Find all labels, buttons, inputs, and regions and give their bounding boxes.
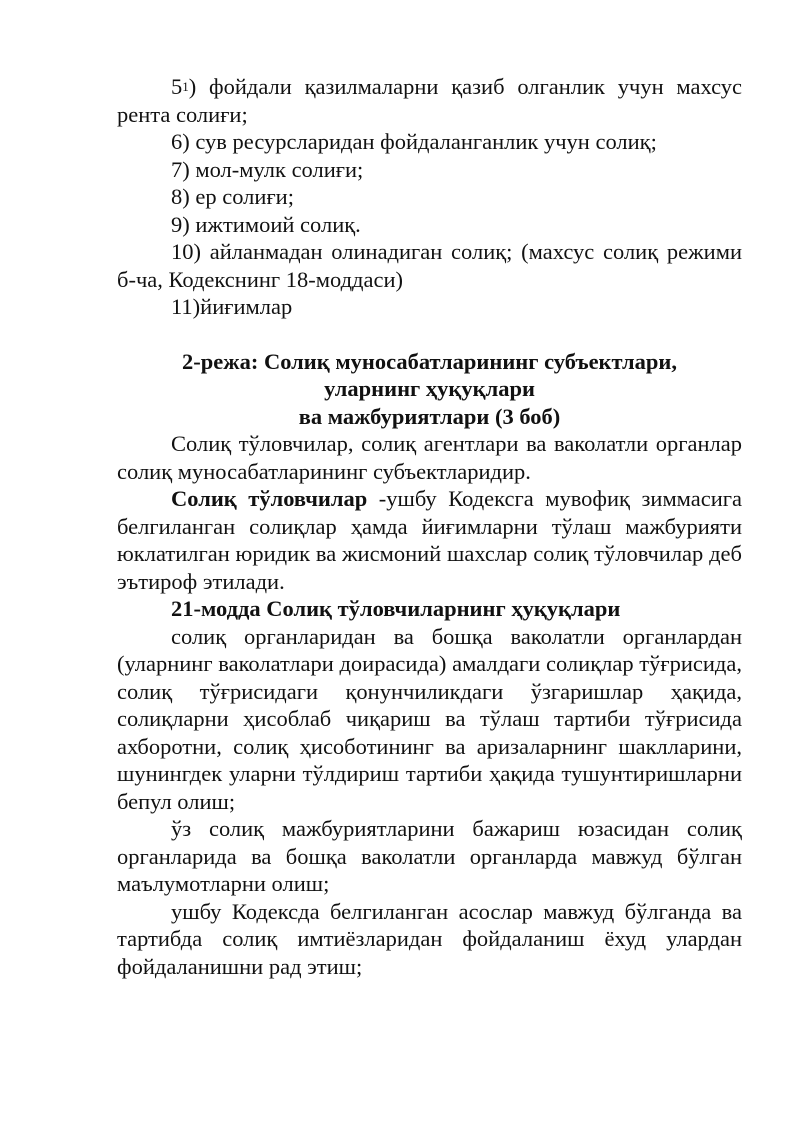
- document-body: [117, 73, 742, 980]
- section-heading-line-1: 2-режа: Солиқ муносабатларининг субъектлари,: [182, 348, 677, 374]
- list-item-7: 7) мол-мулк солиғи;: [171, 156, 364, 182]
- article-right-1: солиқ органларидан ва бошқа ваколатли органлардан (уларнинг ваколатлари доирасида) амалдаги солиқлар тўғрисида, солиқ тўғрисидаги қонунчиликдаги ўзгаришлар ҳақида, солиқларни ҳисоблаб чиқариш ва тўлаш тартиби тўғрисида ахборотни, солиқ ҳисоботининг ва аризаларнинг шаклларини, шунингдек уларни тўлдириш тартиби ҳақида тушунтиришларни бепул олиш;: [117, 623, 742, 814]
- article-right-3: ушбу Кодексда белгиланган асослар мавжуд бўлганда ва тартибда солиқ имтиёзларидан фойдаланиш ёхуд улардан фойдаланишни рад этиш;: [117, 898, 742, 979]
- list-item-5-1-number: 5: [171, 74, 183, 99]
- taxpayers-definition: -ушбу Кодексга мувофиқ зиммасига белгиланган солиқлар ҳамда йиғимларни тўлаш мажбурияти юклатилган юридик ва жисмоний шахслар солиқ тўловчилар деб эътироф этилади.: [117, 486, 742, 594]
- article-21-title: 21-модда Солиқ тўловчиларнинг ҳуқуқлари: [171, 596, 621, 621]
- list-item-5-1: [117, 73, 742, 128]
- list-item-10: 10) айланмадан олинадиган солиқ; (махсус солиқ режими б-ча, Кодекснинг 18-моддаси): [117, 239, 742, 292]
- list-item-8: 8) ер солиғи;: [171, 184, 294, 209]
- article-right-2: ўз солиқ мажбуриятларини бажариш юзасидан солиқ органларида ва бошқа ваколатли органларда мавжуд бўлган маълумотларни олиш;: [117, 816, 742, 896]
- list-item-5-1-text: ) фойдали қазилмаларни қазиб олганлик учун махсус рента солиғи;: [117, 74, 742, 127]
- list-item-5-1-superscript: 1: [182, 79, 189, 94]
- section-heading-line-2: уларнинг ҳуқуқлари: [324, 376, 535, 401]
- paragraph-taxpayers: [117, 485, 742, 595]
- list-item-11: 11)йиғимлар: [171, 294, 293, 319]
- list-item-6: 6) сув ресурсларидан фойдаланганлик учун солиқ;: [171, 129, 657, 154]
- taxpayers-term: Солиқ тўловчилар: [171, 486, 368, 511]
- paragraph-subjects: Солиқ тўловчилар, солиқ агентлари ва ваколатли органлар солиқ муносабатларининг субъектларидир.: [117, 431, 742, 484]
- section-heading-line-3: ва мажбуриятлари (3 боб): [298, 403, 561, 429]
- list-item-9: 9) ижтимоий солиқ.: [171, 211, 361, 237]
- section-spacer: [117, 321, 742, 348]
